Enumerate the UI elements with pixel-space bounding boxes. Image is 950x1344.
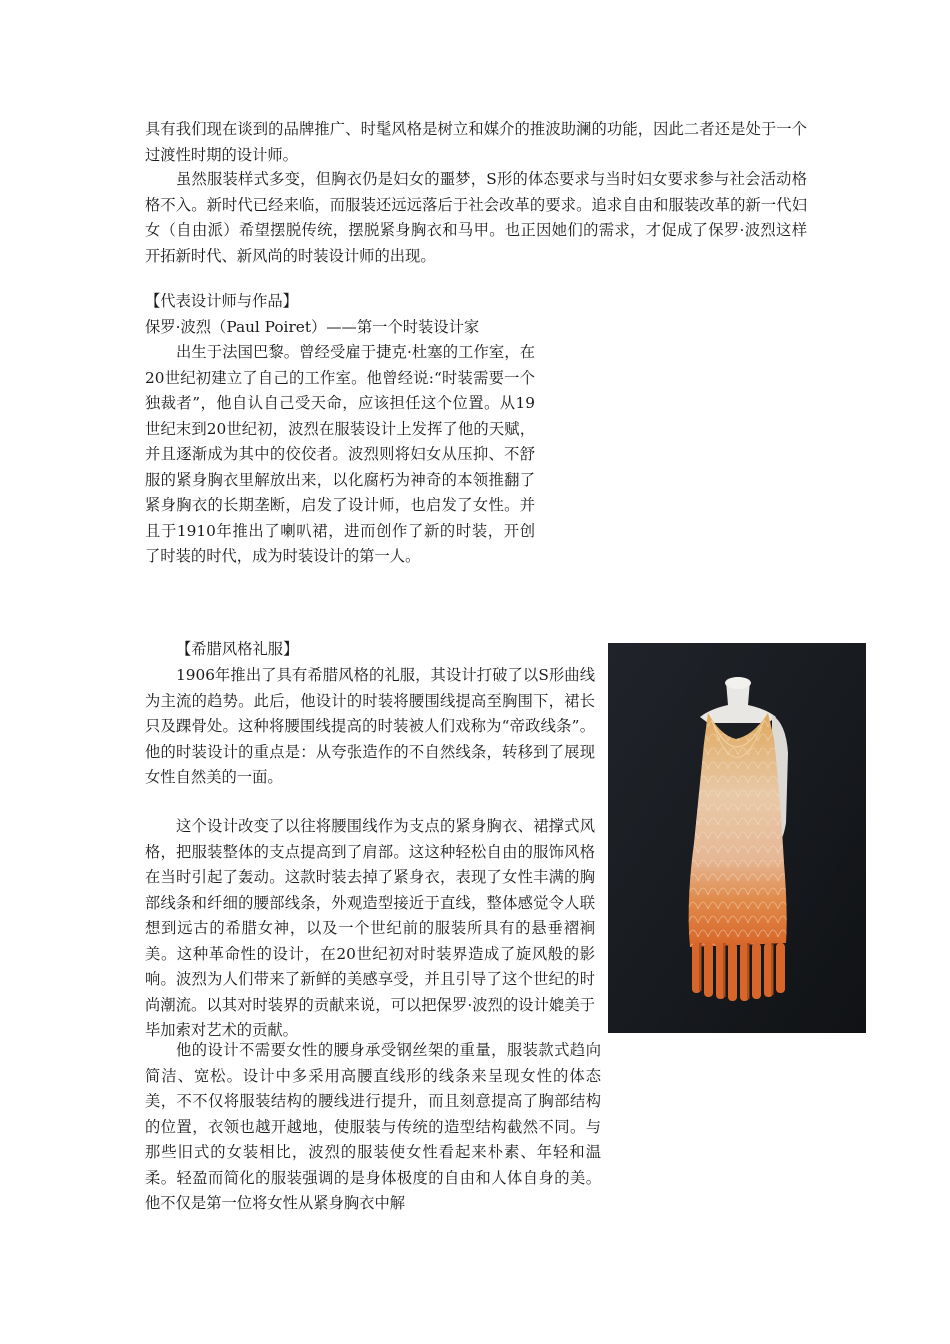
dress-illustration [608, 643, 866, 1033]
dress-photo [608, 643, 866, 1033]
designer-subheading: 保罗·波烈（Paul Poiret）——第一个时装设计家 [145, 318, 480, 336]
greek-dress-paragraph-3: 他的设计不需要女性的腰身承受钢丝架的重量，服装款式趋向简洁、宽松。设计中多采用高腰直线形的线条来呈现女性的体态美，不不仅将服装结构的腰线进行提升，而且刻意提高了胸部结构的位置，衣领也越开越地，使服装与传统的造型结构截然不同。与那些旧式的女装相比，波烈的服装使女性看起来朴素、年轻和温柔。轻盈而简化的服装强调的是身体极度的自由和人体自身的美。他不仅是第一位将女性从紧身胸衣中解 [145, 1041, 601, 1212]
intro-paragraph-2: 虽然服装样式多变，但胸衣仍是妇女的噩梦，S形的体态要求与当时妇女要求参与社会活动格格不入。新时代已经来临，而服装还远远落后于社会改革的要求。追求自由和服装改革的新一代妇女（自由派）希望摆脱传统，摆脱紧身胸衣和马甲。也正因她们的需求，才促成了保罗·波烈这样开拓新时代、新风尚的时装设计师的出现。 [145, 170, 807, 265]
greek-dress-paragraph-2: 这个设计改变了以往将腰围线作为支点的紧身胸衣、裙撑式风格，把服装整体的支点提高到了肩部。这这种轻松自由的服饰风格在当时引起了轰动。这款时装去掉了紧身衣，表现了女性丰满的胸部线条和纤细的腰部线条，外观造型接近于直线，整体感觉令人联想到远古的希腊女神，以及一个世纪前的服装所具有的悬垂褶裥美。这种革命性的设计，在20世纪初对时装界造成了旋风般的影响。波烈为人们带来了新鲜的美感享受，并且引导了这个世纪的时尚潮流。以其对时装界的贡献来说，可以把保罗·波烈的设计媲美于毕加索对艺术的贡献。 [145, 817, 595, 1039]
section-heading-designer: 【代表设计师与作品】 [145, 292, 298, 310]
greek-dress-paragraph-1: 1906年推出了具有希腊风格的礼服，其设计打破了以S形曲线为主流的趋势。此后，他设计的时装将腰围线提高至胸围下，裙长只及踝骨处。这种将腰围线提高的时装被人们戏称为“帝政线条”。他的时装设计的重点是：从夸张造作的不自然线条，转移到了展现女性自然美的一面。 [145, 666, 595, 786]
intro-paragraph-1: 具有我们现在谈到的品牌推广、时髦风格是树立和媒介的推波助澜的功能，因此二者还是处于一个过渡性时期的设计师。 [145, 120, 807, 164]
section-heading-greek-dress: 【希腊风格礼服】 [176, 640, 299, 658]
designer-bio-paragraph: 出生于法国巴黎。曾经受雇于捷克·杜塞的工作室，在20世纪初建立了自己的工作室。他曾经说:“时装需要一个独裁者”，他自认自己受天命，应该担任这个位置。从19世纪末到20世纪初，波烈在服装设计上发挥了他的天赋，并且逐渐成为其中的佼佼者。波烈则将妇女从压抑、不舒服的紧身胸衣里解放出来，以化腐朽为神奇的本领推翻了紧身胸衣的长期垄断，启发了设计师，也启发了女性。并且于1910年推出了喇叭裙，进而创作了新的时装，开创了时装的时代，成为时装设计的第一人。 [145, 343, 535, 565]
